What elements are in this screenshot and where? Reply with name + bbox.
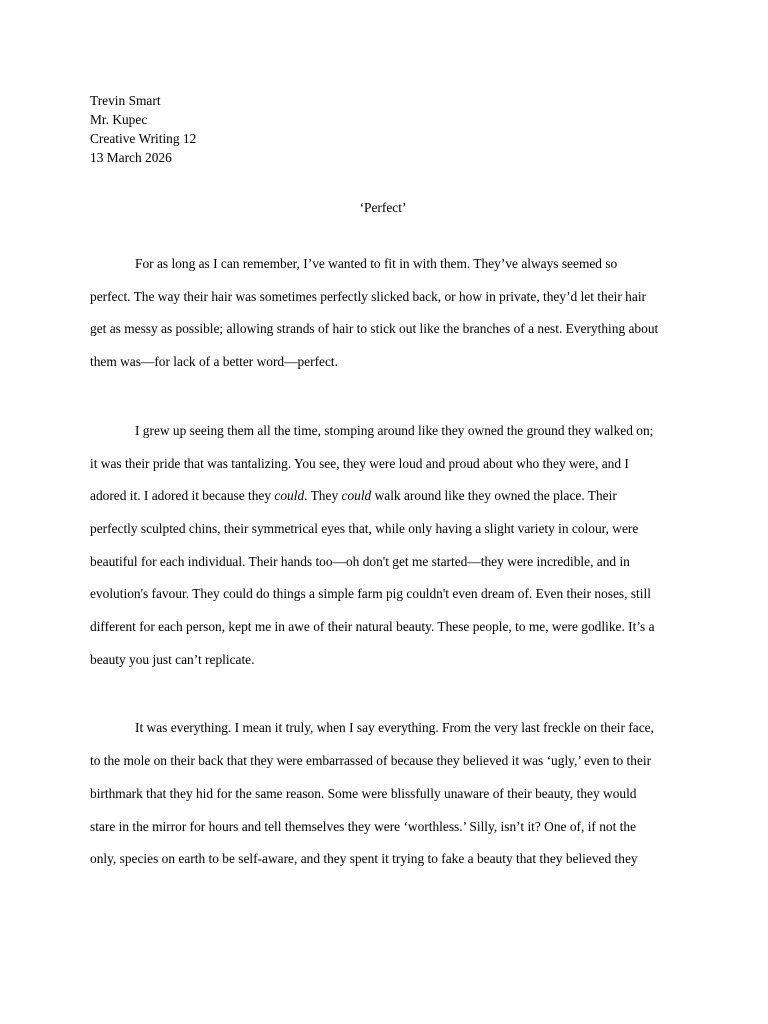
paragraph-line: I grew up seeing them all the time, stomping around like they owned the ground they walked on;	[135, 422, 654, 438]
author-name: Trevin Smart	[90, 93, 161, 108]
paragraph-line: For as long as I can remember, I’ve wanted to fit in with them. They’ve always seemed so	[135, 256, 618, 271]
document-date: 13 March 2026	[90, 150, 172, 165]
paragraph-line: beauty you just can’t replicate.	[90, 651, 255, 667]
document-page	[90, 91, 680, 876]
paragraph-line: stare in the mirror for hours and tell themselves they were ‘worthless.’ Silly, isn’t it? One of, if not the	[90, 818, 637, 834]
paragraph-line: it was their pride that was tantalizing. You see, they were loud and proud about who they were, and I	[90, 455, 629, 471]
course-name: Creative Writing 12	[90, 131, 197, 146]
text-run: . They	[304, 488, 342, 504]
text-run: adored it. I adored it because they	[90, 488, 275, 504]
emphasis-could: could	[341, 488, 372, 504]
paragraph-line: evolution's favour. They could do things a simple farm pig couldn't even dream of. Even their noses, still	[90, 586, 651, 602]
paragraph-line	[90, 480, 680, 513]
paragraph-line: birthmark that they hid for the same reason. Some were blissfully unaware of their beauty, they would	[90, 785, 637, 801]
emphasis-could: could	[274, 488, 305, 504]
paragraph-line: only, species on earth to be self-aware, and they spent it trying to fake a beauty that they believed they	[90, 851, 638, 867]
paragraph-3	[90, 712, 680, 876]
paragraph-1	[90, 248, 680, 379]
paragraph-line: perfect. The way their hair was sometimes perfectly slicked back, or how in private, they’d let their hair	[90, 288, 647, 304]
essay-title: ‘Perfect’	[359, 200, 407, 215]
paragraph-2	[90, 415, 680, 677]
paragraph-line: to the mole on their back that they were embarrassed of because they believed it was ‘ugly,’ even to their	[90, 753, 652, 769]
text-run: walk around like they owned the place. Their	[371, 488, 617, 504]
paragraph-line: It was everything. I mean it truly, when I say everything. From the very last freckle on their face,	[135, 720, 654, 736]
teacher-name: Mr. Kupec	[90, 112, 148, 127]
paragraph-line: get as messy as possible; allowing strands of hair to stick out like the branches of a nest. Everything about	[90, 321, 659, 337]
paragraph-line: different for each person, kept me in awe of their natural beauty. These people, to me, were godlike. It’s a	[90, 619, 655, 635]
paragraph-line: perfectly sculpted chins, their symmetrical eyes that, while only having a slight variety in colour, were	[90, 520, 639, 536]
paragraph-line: them was—for lack of a better word—perfect.	[90, 354, 338, 370]
paragraph-line: beautiful for each individual. Their hands too—oh don't get me started—they were incredible, and in	[90, 553, 630, 569]
heading-block	[90, 91, 680, 167]
